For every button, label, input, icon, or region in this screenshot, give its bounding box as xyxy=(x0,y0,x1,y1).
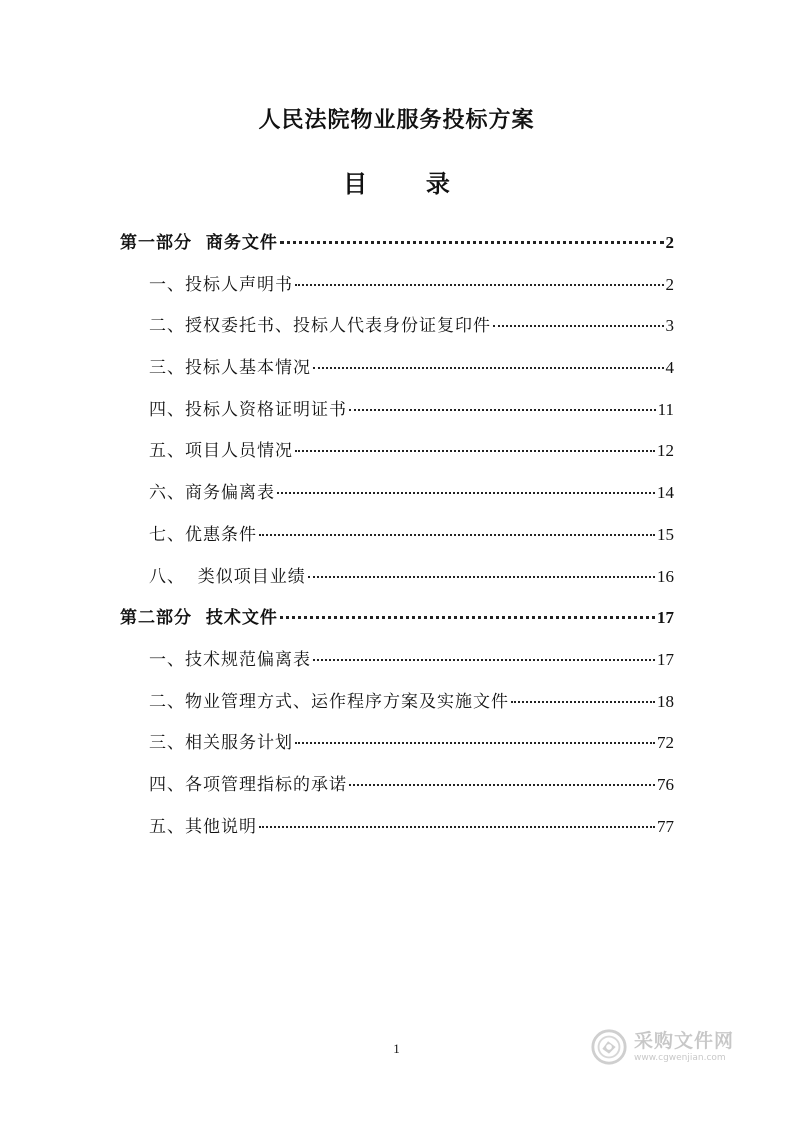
toc-entry-page: 2 xyxy=(665,274,674,294)
toc-entry-label: 二、物业管理方式、运作程序方案及实施文件 xyxy=(149,691,509,712)
toc-entry[interactable] xyxy=(120,478,674,520)
toc-entry-label: 五、项目人员情况 xyxy=(149,441,293,462)
toc-entry-label: 四、各项管理指标的承诺 xyxy=(149,774,347,795)
dot-leader xyxy=(280,616,655,619)
dot-leader xyxy=(313,367,664,369)
watermark-url: www.cgwenjian.com xyxy=(634,1052,726,1063)
dot-leader xyxy=(295,284,664,286)
toc-entry-page: 15 xyxy=(657,524,674,544)
dot-leader xyxy=(295,742,655,744)
toc-entry-page: 17 xyxy=(657,608,674,628)
dot-leader xyxy=(349,784,655,786)
toc-entry-page: 3 xyxy=(665,316,674,336)
page-number: 1 xyxy=(393,1041,400,1056)
brand-logo-icon xyxy=(590,1028,628,1066)
table-of-contents xyxy=(120,228,674,853)
toc-entry-label: 四、投标人资格证明证书 xyxy=(149,399,347,420)
toc-entry[interactable] xyxy=(120,770,674,812)
toc-entry-label: 一、投标人声明书 xyxy=(149,274,293,295)
toc-entry-label: 五、其他说明 xyxy=(149,816,257,837)
toc-entry-page: 17 xyxy=(657,649,674,669)
toc-entry-label: 第二部分 技术文件 xyxy=(120,608,278,629)
toc-entry-label: 七、优惠条件 xyxy=(149,524,257,545)
toc-entry-page: 18 xyxy=(657,691,674,711)
toc-entry[interactable] xyxy=(120,520,674,562)
toc-entry-page: 76 xyxy=(657,774,674,794)
toc-entry-label: 八、 类似项目业绩 xyxy=(149,566,306,587)
toc-entry-label: 二、授权委托书、投标人代表身份证复印件 xyxy=(149,316,491,337)
dot-leader xyxy=(295,450,655,452)
toc-entry-page: 77 xyxy=(657,816,674,836)
toc-entry-page: 11 xyxy=(657,399,674,419)
dot-leader xyxy=(313,659,655,661)
toc-entry-page: 12 xyxy=(657,441,674,461)
dot-leader xyxy=(277,492,655,494)
toc-entry[interactable] xyxy=(120,645,674,687)
toc-entry-part-2[interactable] xyxy=(120,603,674,645)
toc-entry-page: 14 xyxy=(657,483,674,503)
toc-entry-page: 72 xyxy=(657,733,674,753)
dot-leader xyxy=(349,409,656,411)
toc-entry-page: 16 xyxy=(657,566,674,586)
toc-entry[interactable] xyxy=(120,562,674,604)
dot-leader xyxy=(259,534,655,536)
toc-entry-label: 一、技术规范偏离表 xyxy=(149,649,311,670)
toc-entry-label: 第一部分 商务文件 xyxy=(120,233,278,253)
dot-leader xyxy=(308,576,655,578)
watermark xyxy=(590,1028,734,1066)
toc-entry[interactable] xyxy=(120,311,674,353)
toc-entry-label: 三、相关服务计划 xyxy=(149,733,293,754)
toc-heading: 目 录 xyxy=(343,169,464,198)
dot-leader xyxy=(511,701,655,703)
toc-entry-page: 2 xyxy=(665,233,674,252)
toc-entry-part-1[interactable] xyxy=(120,228,674,270)
toc-entry[interactable] xyxy=(120,812,674,854)
dot-leader xyxy=(493,325,664,327)
toc-entry-label: 六、商务偏离表 xyxy=(149,483,275,504)
toc-entry-label: 三、投标人基本情况 xyxy=(149,358,311,379)
toc-entry[interactable] xyxy=(120,728,674,770)
watermark-name: 采购文件网 xyxy=(634,1029,735,1052)
toc-entry[interactable] xyxy=(120,270,674,312)
toc-entry[interactable] xyxy=(120,353,674,395)
toc-entry[interactable] xyxy=(120,687,674,729)
toc-entry-page: 4 xyxy=(665,358,674,378)
toc-entry[interactable] xyxy=(120,395,674,437)
document-title: 人民法院物业服务投标方案 xyxy=(258,107,535,133)
dot-leader xyxy=(280,241,664,244)
dot-leader xyxy=(259,826,655,828)
toc-entry[interactable] xyxy=(120,436,674,478)
